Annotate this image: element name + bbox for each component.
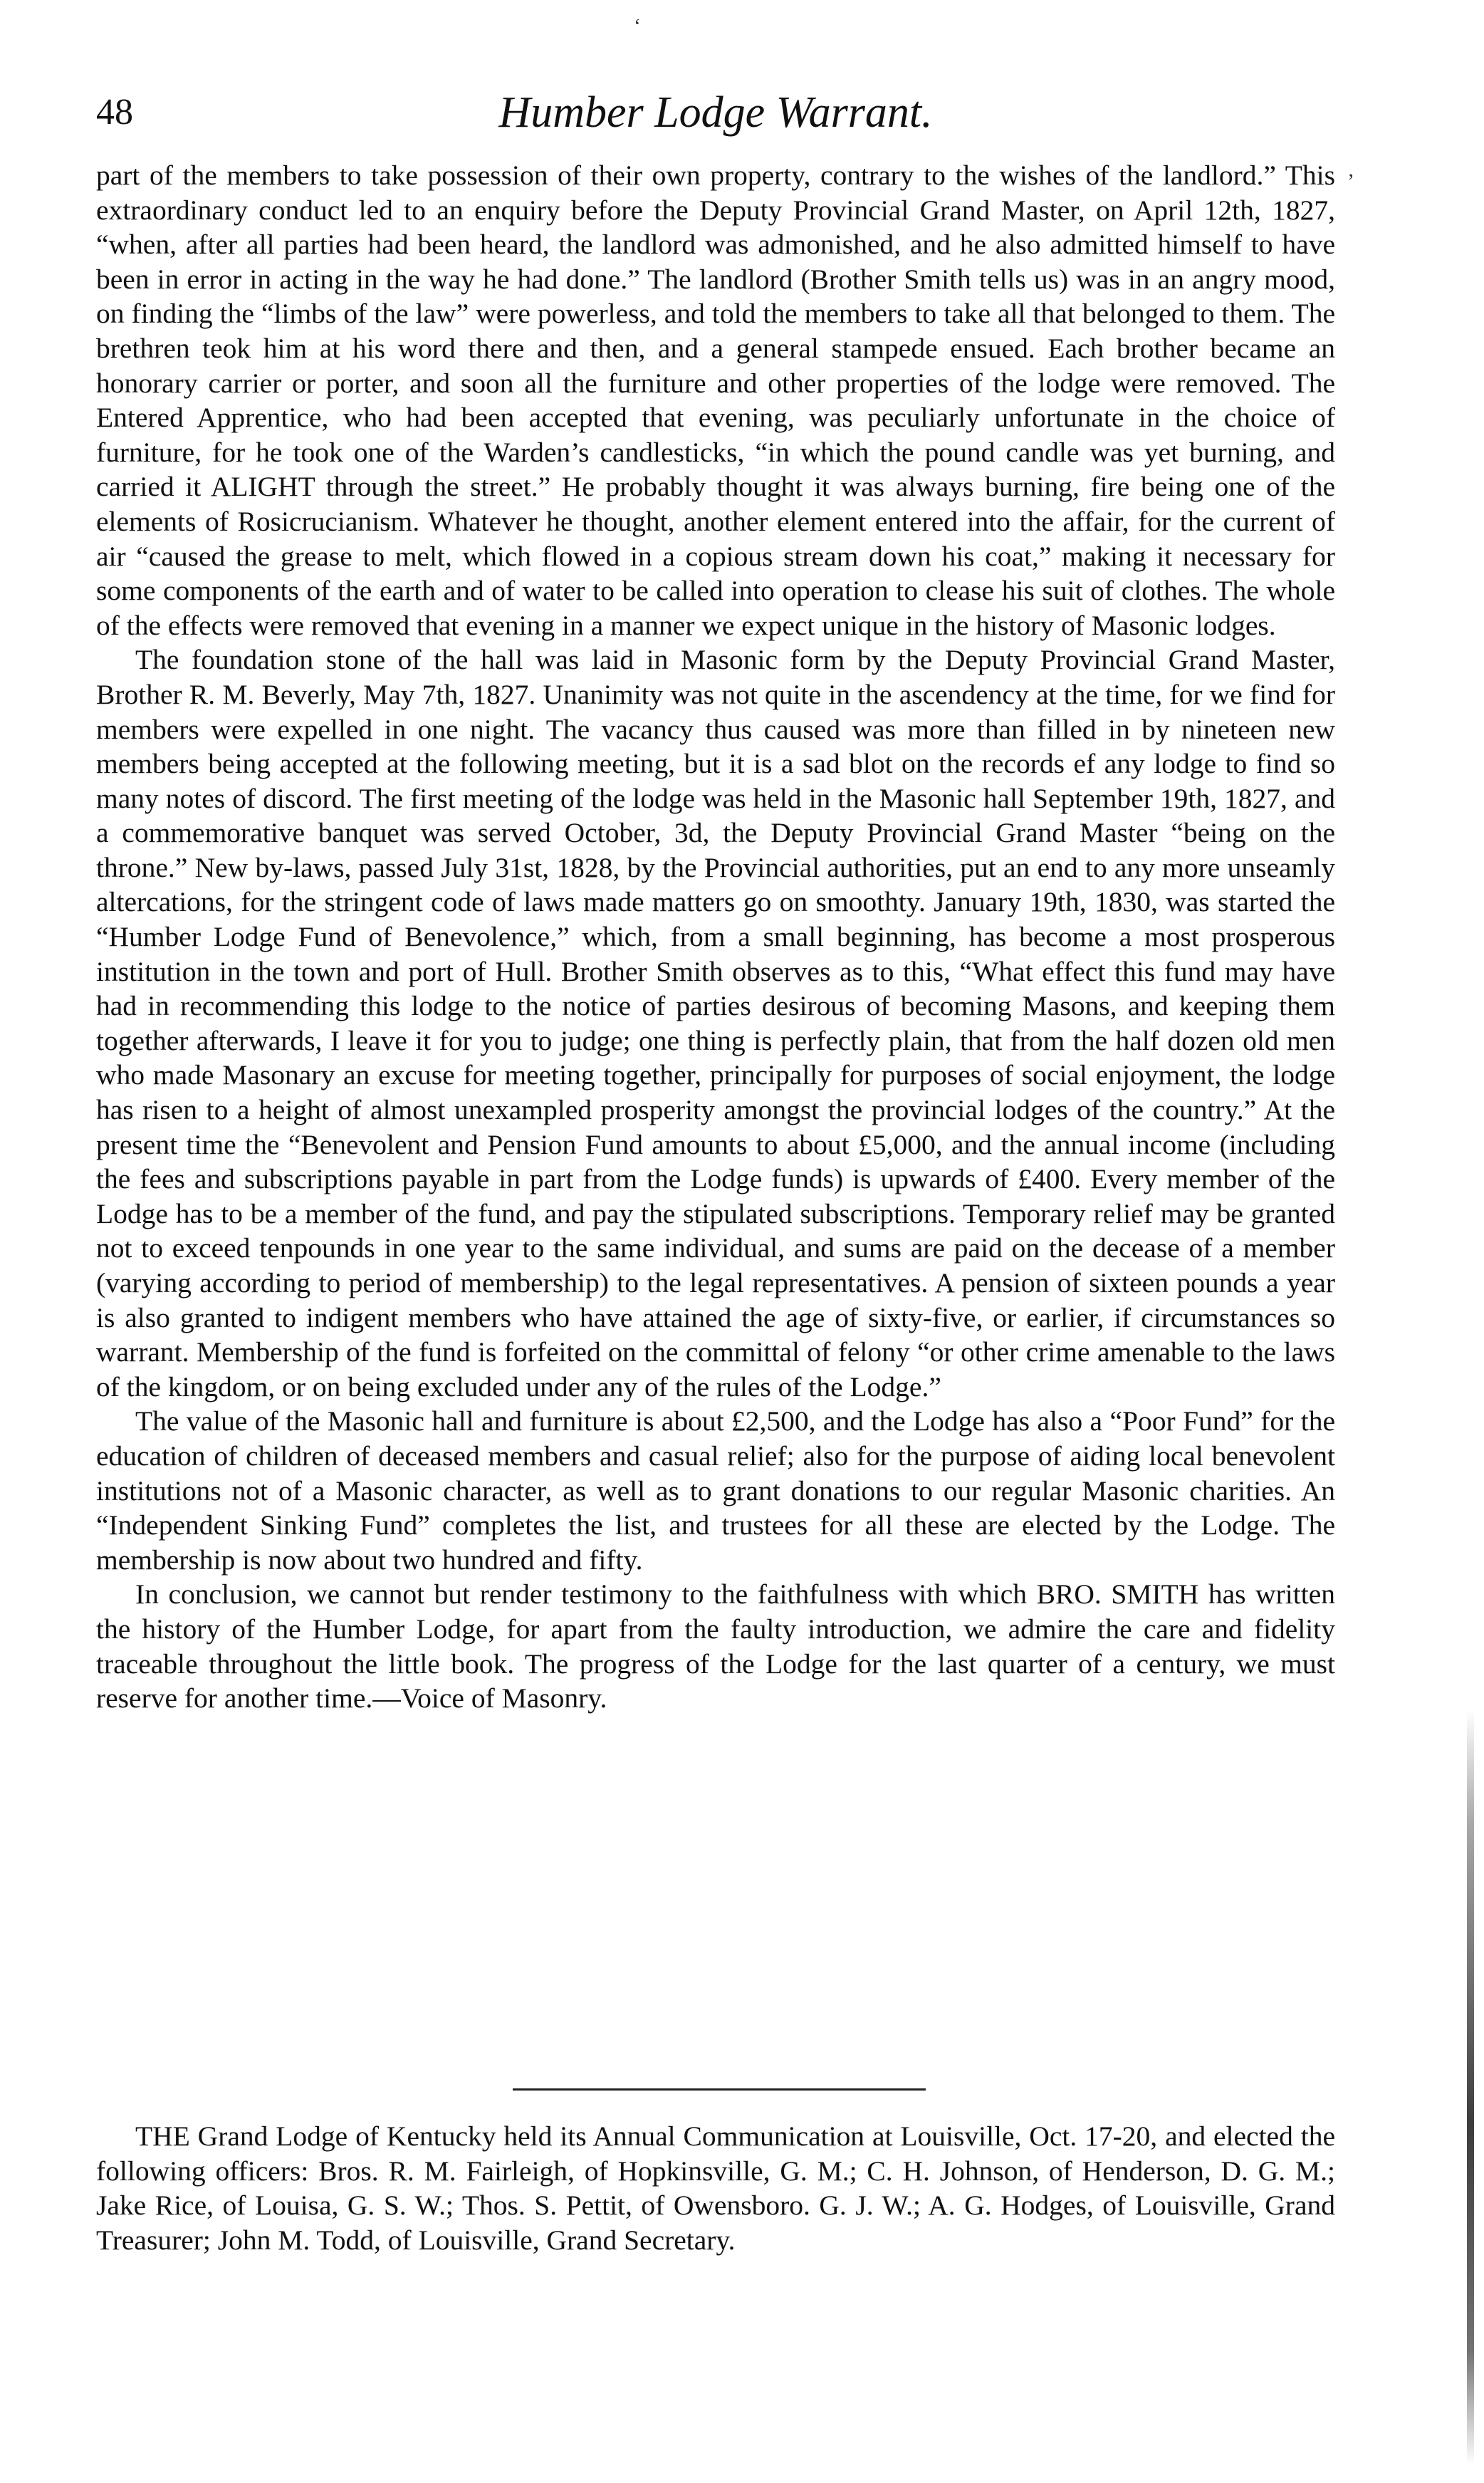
page-header xyxy=(96,84,1335,141)
paragraph-foundation-and-funds: The foundation stone of the hall was laid in Masonic form by the Deputy Provincial Grand Master, Brother R. M. Beverly, May 7th, 1827. Unanimity was not quite in the ascendency at the time, for we find for members were expelled in one night. The vacancy thus caused was more than filled in by nineteen new members being accepted at the following meeting, but it is a sad blot on the records ef any lodge to find so many notes of discord. The first meeting of the lodge was held in the Masonic hall September 19th, 1827, and a commemorative banquet was served October, 3d, the Deputy Provincial Grand Master “being on the throne.” New by-laws, passed July 31st, 1828, by the Provincial authorities, put an end to any more unseamly altercations, for the stringent code of laws made matters go on smoothty. January 19th, 1830, was started the “Humber Lodge Fund of Benevolence,” which, from a small beginning, has become a most prosperous institution in the town and port of Hull. Brother Smith observes as to this, “What effect this fund may have had in recommending this lodge to the notice of parties desirous of becoming Masons, and keeping them together afterwards, I leave it for you to judge; one thing is perfectly plain, that from the half dozen old men who made Masonary an excuse for meeting together, principally for purposes of social enjoyment, the lodge has risen to a height of almost unexampled prosperity amongst the provincial lodges of the country.” At the present time the “Benevolent and Pension Fund amounts to about £5,000, and the annual income (including the fees and subscriptions payable in part from the Lodge funds) is upwards of £400. Every member of the Lodge has to be a member of the fund, and pay the stipulated subscriptions. Temporary relief may be granted not to exceed tenpounds in one year to the same individual, and sums are paid on the decease of a member (varying according to period of membership) to the legal representatives. A pension of sixteen pounds a year is also granted to indigent members who have attained the age of sixty-five, or earlier, if circumstances so warrant. Membership of the fund is forfeited on the committal of felony “or other crime amenable to the laws of the kingdom, or on being excluded under any of the rules of the Lodge.” xyxy=(96,644,1335,1402)
paragraph-landlord-dispute: part of the members to take possession of their own property, contrary to the wishes of the landlord.” This extraordinary conduct led to an enquiry before the Deputy Provincial Grand Master, on April 12th, 1827, “when, after all parties had been heard, the landlord was admonished, and he also admitted himself to have been in error in acting in the way he had done.” The landlord (Brother Smith tells us) was in an angry mood, on finding the “limbs of the law” were powerless, and told the members to take all that belonged to them. The brethren teok him at his word there and then, and a general stampede ensued. Each brother became an honorary carrier or porter, and soon all the furniture and other properties of the lodge were removed. The Entered Apprentice, who had been accepted that evening, was peculiarly unfortunate in the choice of furniture, for he took one of the Warden’s candlesticks, “in which the pound candle was yet burning, and carried it ALIGHT through the street.” He probably thought it was always burning, fire being one of the elements of Rosicrucianism. Whatever he thought, another element entered into the affair, for the current of air “caused the grease to melt, which flowed in a copious stream down his coat,” making it necessary for some components of the earth and of water to be called into operation to clease his suit of clothes. The whole of the effects were removed that evening in a manner we expect unique in the history of Masonic lodges. xyxy=(96,160,1335,641)
scan-speck-top: ‘ xyxy=(634,14,641,38)
paragraph-conclusion: In conclusion, we cannot but render testimony to the faithfulness with which BRO. SMITH has written the history of the Humber Lodge, for apart from the faulty introduction, we admire the care and fidelity traceable throughout the little book. The progress of the Lodge for the last quarter of a century, we must reserve for another time.—Voice of Masonry. xyxy=(96,1578,1335,1714)
margin-speck: ’ xyxy=(1347,170,1354,193)
paragraph-hall-value: The value of the Masonic hall and furniture is about £2,500, and the Lodge has also a “Poor Fund” for the education of children of deceased members and casual relief; also for the purpose of aiding local benevolent institutions not of a Masonic character, as well as to grant donations to our regular Masonic charities. An “Independent Sinking Fund” completes the list, and trustees for all these are elected by the Lodge. The membership is now about two hundred and fifty. xyxy=(96,1405,1335,1576)
page-number: 48 xyxy=(96,92,133,132)
article-body xyxy=(96,158,1335,1716)
kentucky-grand-lodge-note: THE Grand Lodge of Kentucky held its Annual Communication at Louisville, Oct. 17-20, and elected the following officers: Bros. R. M. Fairleigh, of Hopkinsville, G. M.; C. H. Johnson, of Henderson, D. G. M.; Jake Rice, of Louisa, G. S. W.; Thos. S. Pettit, of Owensboro. G. J. W.; A. G. Hodges, of Louisville, Grand Treasurer; John M. Todd, of Louisville, Grand Secretary. xyxy=(96,2120,1335,2256)
section-divider xyxy=(513,2088,926,2091)
running-title: Humber Lodge Warrant. xyxy=(498,88,933,137)
scan-edge-shadow xyxy=(1467,1709,1474,2464)
